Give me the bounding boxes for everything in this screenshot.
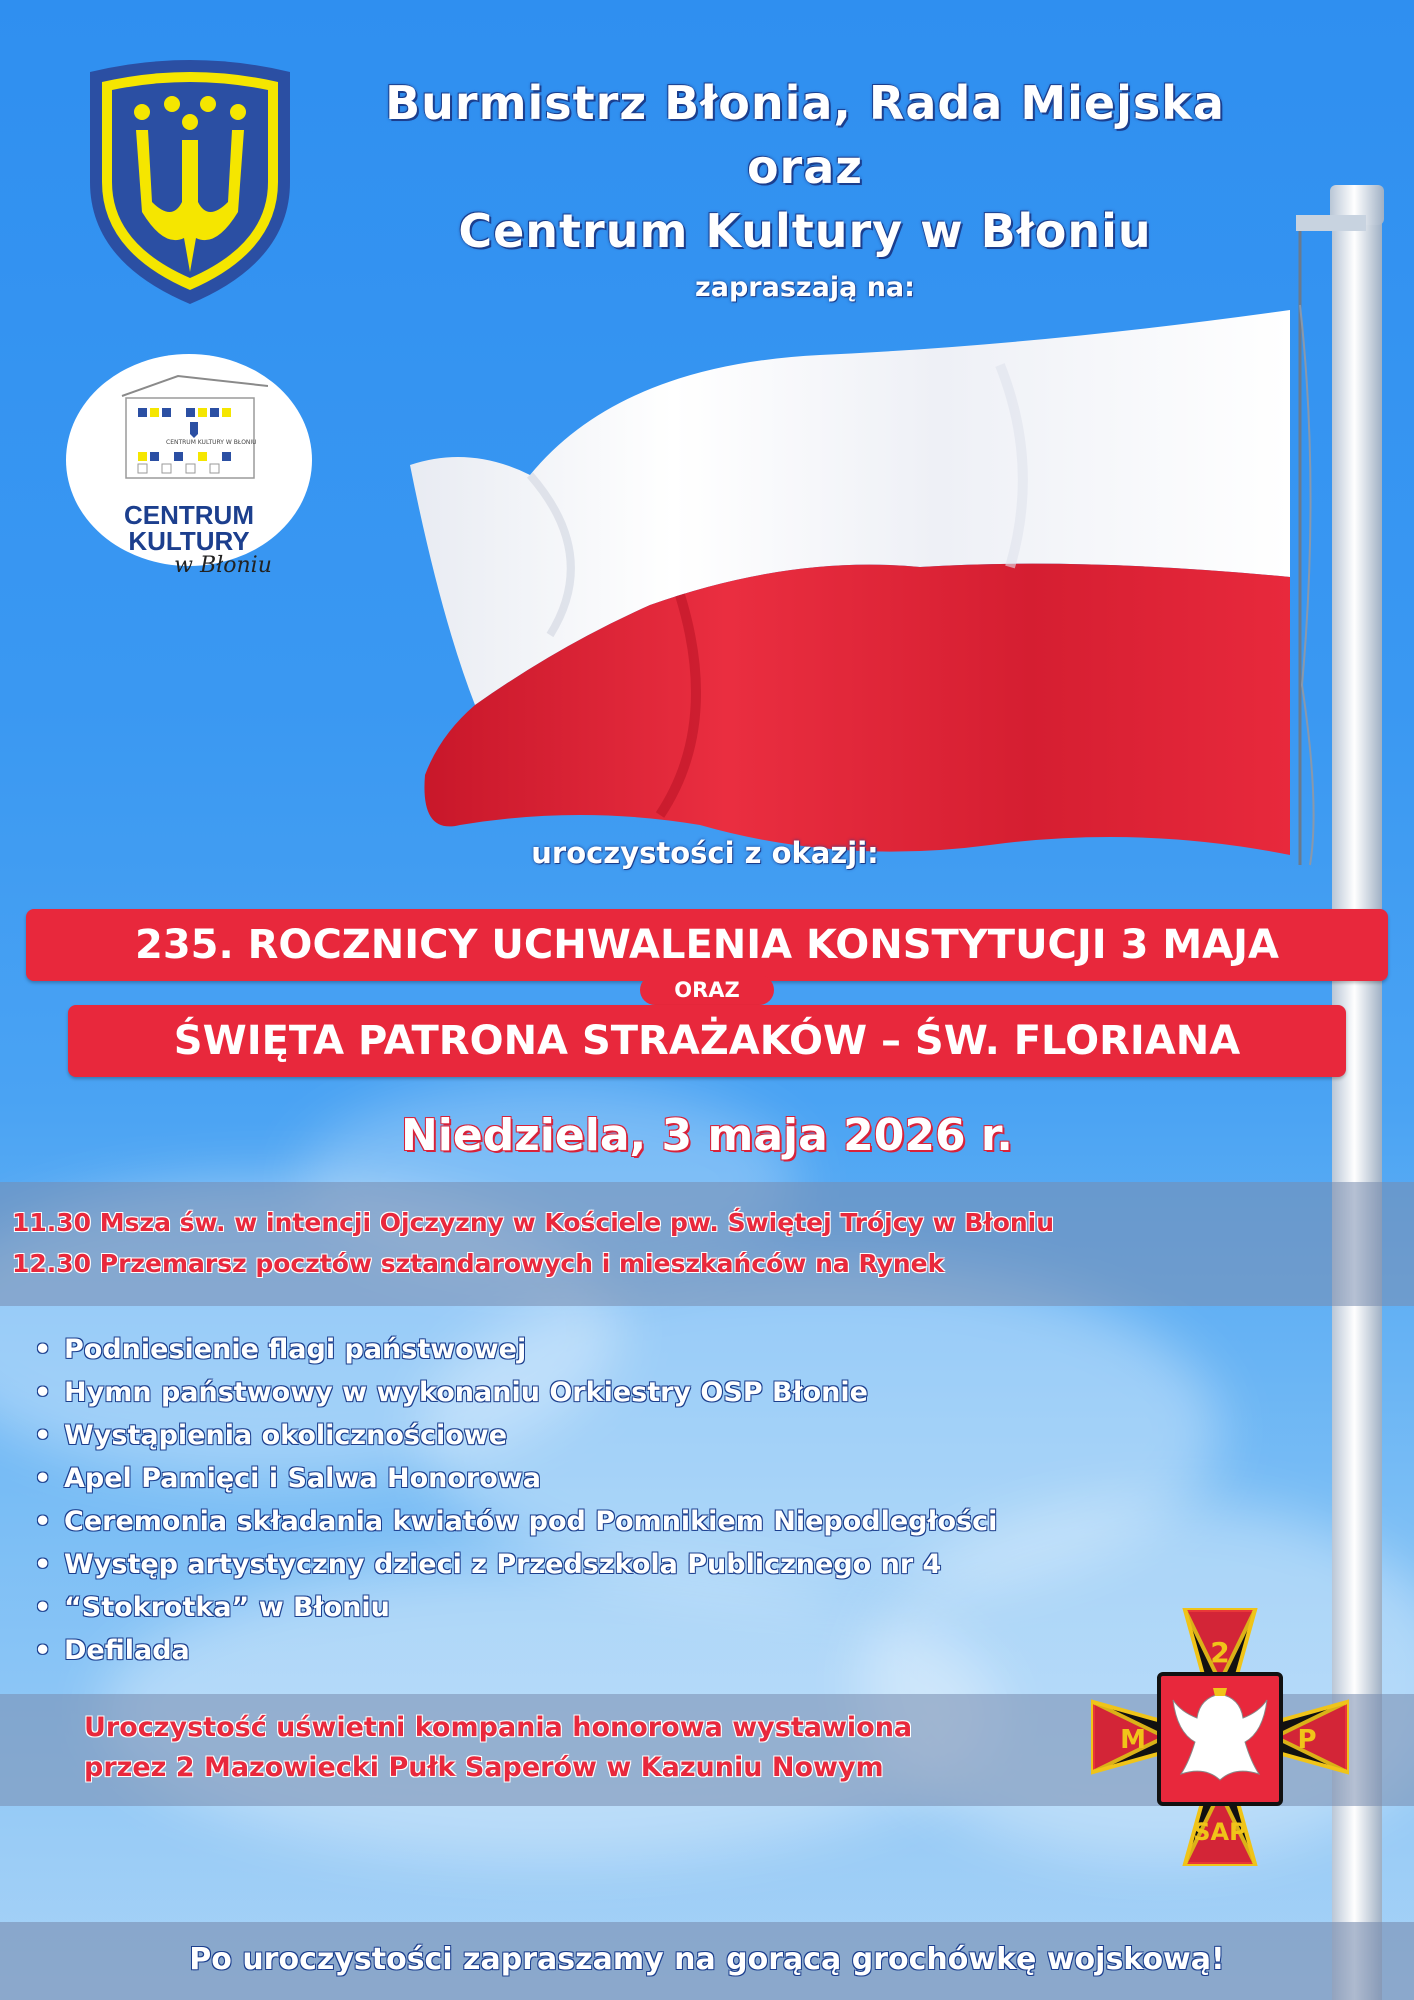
program-item: • Wystąpienia okolicznościowe: [30, 1414, 1180, 1457]
schedule-item-mass: 11.30 Msza św. w intencji Ojczyzny w Kościele pw. Świętej Trójcy w Błoniu: [12, 1208, 1055, 1237]
header-line-4: zapraszają na:: [695, 272, 915, 303]
program-item: • Podniesienie flagi państwowej: [30, 1328, 1180, 1371]
city-crest-icon: [76, 52, 304, 310]
logo-line-2: KULTURY: [128, 526, 250, 556]
banner-connector: ORAZ: [640, 975, 774, 1005]
program-item: • Defilada: [30, 1629, 1180, 1672]
emblem-left: M: [1120, 1725, 1146, 1755]
polish-flag: [400, 305, 1300, 865]
program-item: • Występ artystyczny dzieci z Przedszkola Publicznego nr 4: [30, 1543, 1180, 1586]
regiment-emblem-icon: [1085, 1602, 1355, 1872]
building-caption: CENTRUM KULTURY W BŁONIU: [166, 439, 257, 446]
header-line-1: Burmistrz Błonia, Rada Miejska: [385, 76, 1225, 130]
centrum-kultury-logo: [66, 354, 312, 578]
emblem-right: P: [1297, 1725, 1317, 1755]
header-line-3: Centrum Kultury w Błoniu: [458, 204, 1152, 258]
footer-invitation: Po uroczystości zapraszamy na gorącą grochówkę wojskową!: [189, 1942, 1225, 1977]
program-item: • Apel Pamięci i Salwa Honorowa: [30, 1457, 1180, 1500]
logo-line-1: CENTRUM: [124, 500, 254, 530]
schedule-band: [0, 1182, 1414, 1306]
program-item: • Ceremonia składania kwiatów pod Pomnikiem Niepodległości: [30, 1500, 1180, 1543]
honor-guard-line-1: Uroczystość uświetni kompania honorowa wystawiona: [84, 1712, 913, 1743]
banner-florian: ŚWIĘTA PATRONA STRAŻAKÓW – ŚW. FLORIANA: [68, 1005, 1346, 1077]
honor-guard-line-2: przez 2 Mazowiecki Pułk Saperów w Kazuniu Nowym: [84, 1752, 884, 1783]
emblem-top: 2: [1210, 1636, 1230, 1669]
building-icon: [118, 368, 268, 486]
program-item: • Hymn państwowy w wykonaniu Orkiestry OSP Błonie: [30, 1371, 1180, 1414]
logo-line-3: w Błoniu: [174, 553, 272, 578]
footer-band: [0, 1922, 1414, 2000]
banner-constitution: 235. ROCZNICY UCHWALENIA KONSTYTUCJI 3 MAJA: [26, 909, 1388, 981]
program-list: [30, 1328, 1180, 1672]
event-date: Niedziela, 3 maja 2026 r.: [400, 1110, 1014, 1161]
emblem-bottom: SAP: [1193, 1818, 1247, 1846]
schedule-item-march: 12.30 Przemarsz pocztów sztandarowych i mieszkańców na Rynek: [12, 1249, 945, 1278]
occasion-intro: uroczystości z okazji:: [531, 836, 879, 870]
header-line-2: oraz: [746, 140, 864, 194]
program-item-continuation: • “Stokrotka” w Błoniu: [30, 1586, 1180, 1629]
